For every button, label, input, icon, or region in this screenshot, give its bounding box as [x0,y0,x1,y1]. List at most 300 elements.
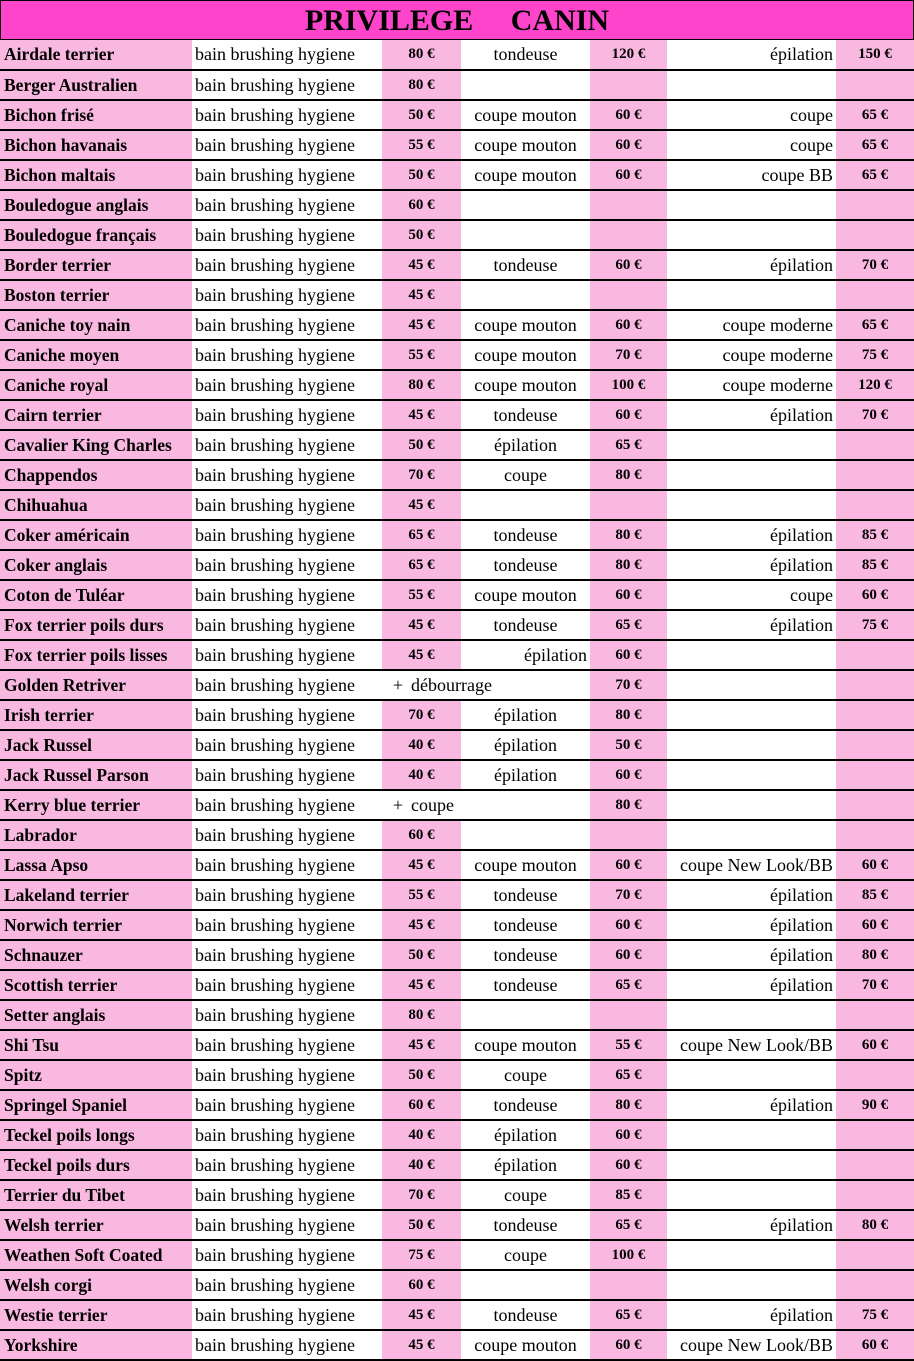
price-table [0,40,914,1361]
service-basic: bain brushing hygiene [192,70,382,100]
price-option-3 [836,1240,914,1270]
service-option-2: coupe [461,460,590,490]
service-basic: bain brushing hygiene [192,1060,382,1090]
price-option-2: 85 € [590,1180,667,1210]
service-option-3 [667,1240,836,1270]
service-option-2: tondeuse [461,520,590,550]
price-option-2: 65 € [590,1060,667,1090]
table-row [0,850,914,880]
price-option-2: 65 € [590,610,667,640]
service-basic: bain brushing hygiene [192,370,382,400]
service-option-2: tondeuse [461,1210,590,1240]
service-basic: bain brushing hygiene [192,910,382,940]
service-basic: bain brushing hygiene [192,250,382,280]
service-option-3 [667,1150,836,1180]
table-row [0,160,914,190]
service-option-2: épilation [461,640,590,670]
service-option-2: épilation [461,730,590,760]
price-option-3 [836,670,914,700]
service-basic: bain brushing hygiene [192,430,382,460]
service-option-3 [667,1000,836,1030]
service-option-3 [667,700,836,730]
breed-name: Springel Spaniel [0,1090,192,1120]
price-option-3: 60 € [836,910,914,940]
breed-name: Bichon frisé [0,100,192,130]
price-basic: 55 € [382,880,461,910]
price-option-3: 65 € [836,130,914,160]
breed-name: Cairn terrier [0,400,192,430]
breed-name: Lassa Apso [0,850,192,880]
table-row [0,640,914,670]
price-basic: 45 € [382,970,461,1000]
breed-name: Spitz [0,1060,192,1090]
price-option-2: 70 € [590,880,667,910]
table-row [0,1030,914,1060]
price-option-3: 65 € [836,160,914,190]
service-option-2: tondeuse [461,550,590,580]
service-option-3 [667,70,836,100]
breed-name: Welsh terrier [0,1210,192,1240]
breed-name: Border terrier [0,250,192,280]
price-option-2: 80 € [590,1090,667,1120]
service-option-2: tondeuse [461,910,590,940]
breed-name: Golden Retriver [0,670,192,700]
price-option-3: 85 € [836,520,914,550]
price-basic: 70 € [382,700,461,730]
service-option-3 [667,1180,836,1210]
service-option-3 [667,460,836,490]
service-basic: bain brushing hygiene [192,940,382,970]
price-option-2: 80 € [590,460,667,490]
service-option-2: tondeuse [461,400,590,430]
breed-name: Norwich terrier [0,910,192,940]
price-option-2: 60 € [590,760,667,790]
price-option-3: 70 € [836,970,914,1000]
breed-name: Coker anglais [0,550,192,580]
service-option-2: tondeuse [461,40,590,70]
service-option-2 [461,820,590,850]
table-row [0,130,914,160]
service-option-2: tondeuse [461,1300,590,1330]
price-option-3: 85 € [836,550,914,580]
price-basic: 50 € [382,160,461,190]
price-option-3: 90 € [836,1090,914,1120]
price-option-3 [836,820,914,850]
service-option-2: coupe mouton [461,340,590,370]
service-option-3: épilation [667,1210,836,1240]
price-basic: 50 € [382,1210,461,1240]
price-option-3 [836,700,914,730]
service-basic: bain brushing hygiene [192,1240,382,1270]
service-option-3 [667,790,836,820]
price-option-3 [836,70,914,100]
table-row [0,1330,914,1360]
price-option-2 [590,70,667,100]
price-option-3 [836,1060,914,1090]
price-option-3: 75 € [836,340,914,370]
table-row [0,700,914,730]
price-option-3: 60 € [836,1030,914,1060]
price-option-2 [590,280,667,310]
breed-name: Jack Russel [0,730,192,760]
price-option-3 [836,1150,914,1180]
service-option-3: épilation [667,910,836,940]
table-row [0,910,914,940]
price-option-2: 60 € [590,400,667,430]
price-basic: 60 € [382,1270,461,1300]
price-basic: 45 € [382,1030,461,1060]
service-basic: bain brushing hygiene [192,640,382,670]
price-basic: 60 € [382,1090,461,1120]
service-option-2: coupe [461,1180,590,1210]
service-option-3 [667,730,836,760]
service-option-3 [667,670,836,700]
service-basic: bain brushing hygiene [192,490,382,520]
price-basic: 50 € [382,940,461,970]
service-option-2: tondeuse [461,940,590,970]
price-option-3 [836,640,914,670]
service-option-2 [461,70,590,100]
service-option-3: épilation [667,940,836,970]
price-basic: 50 € [382,430,461,460]
service-option-2 [461,190,590,220]
service-option-3: épilation [667,550,836,580]
table-row [0,1210,914,1240]
service-option-3: coupe New Look/BB [667,1030,836,1060]
service-option-3 [667,640,836,670]
service-option-2 [461,220,590,250]
price-basic: 70 € [382,460,461,490]
price-basic: 80 € [382,1000,461,1030]
breed-name: Teckel poils durs [0,1150,192,1180]
service-option-3 [667,280,836,310]
breed-name: Bouledogue français [0,220,192,250]
service-basic: bain brushing hygiene [192,580,382,610]
service-option-3: épilation [667,250,836,280]
service-basic: bain brushing hygiene [192,880,382,910]
table-row [0,460,914,490]
table-row [0,430,914,460]
service-basic: bain brushing hygiene [192,1090,382,1120]
price-option-3: 70 € [836,250,914,280]
table-row [0,490,914,520]
service-basic: bain brushing hygiene [192,100,382,130]
breed-name: Cavalier King Charles [0,430,192,460]
service-basic: bain brushing hygiene [192,340,382,370]
service-option-3 [667,490,836,520]
table-row [0,760,914,790]
price-option-2: 65 € [590,1300,667,1330]
breed-name: Airdale terrier [0,40,192,70]
service-basic: bain brushing hygiene [192,820,382,850]
breed-name: Caniche toy nain [0,310,192,340]
price-option-2: 70 € [590,670,667,700]
price-option-2: 55 € [590,1030,667,1060]
price-basic: 65 € [382,520,461,550]
service-option-3: épilation [667,40,836,70]
service-basic: bain brushing hygiene [192,1150,382,1180]
service-option-2: coupe mouton [461,100,590,130]
price-option-2: 60 € [590,310,667,340]
price-basic: 40 € [382,730,461,760]
service-basic: bain brushing hygiene [192,1120,382,1150]
service-option-3 [667,760,836,790]
service-basic: bain brushing hygiene [192,1210,382,1240]
table-row [0,1270,914,1300]
service-option-2: épilation [461,430,590,460]
page-title: PRIVILEGE CANIN [0,0,914,40]
table-row [0,40,914,70]
service-option-2: coupe [461,1060,590,1090]
service-basic: bain brushing hygiene [192,190,382,220]
price-option-2 [590,1270,667,1300]
service-option-2: épilation [461,1150,590,1180]
breed-name: Terrier du Tibet [0,1180,192,1210]
service-basic: bain brushing hygiene [192,40,382,70]
service-basic: bain brushing hygiene [192,400,382,430]
table-row [0,880,914,910]
service-option-2 [461,280,590,310]
price-basic: 45 € [382,310,461,340]
service-option-3: épilation [667,610,836,640]
table-row [0,730,914,760]
service-option-3: épilation [667,1300,836,1330]
service-option-3 [667,820,836,850]
price-option-2: 70 € [590,340,667,370]
price-option-2: 80 € [590,700,667,730]
breed-name: Coker américain [0,520,192,550]
table-row [0,310,914,340]
price-basic: 80 € [382,370,461,400]
table-row [0,1150,914,1180]
breed-name: Coton de Tuléar [0,580,192,610]
price-basic: 55 € [382,340,461,370]
price-basic: 50 € [382,220,461,250]
price-basic: 50 € [382,1060,461,1090]
breed-name: Yorkshire [0,1330,192,1360]
table-row [0,1000,914,1030]
table-row [0,820,914,850]
breed-name: Jack Russel Parson [0,760,192,790]
price-option-3 [836,490,914,520]
table-row [0,790,914,820]
table-row [0,370,914,400]
service-basic: bain brushing hygiene [192,700,382,730]
price-basic: 45 € [382,640,461,670]
table-row [0,1180,914,1210]
service-option-2 [461,1000,590,1030]
table-row [0,190,914,220]
price-option-2: 80 € [590,520,667,550]
price-option-2: 65 € [590,970,667,1000]
table-row [0,1090,914,1120]
breed-name: Teckel poils longs [0,1120,192,1150]
price-option-3 [836,760,914,790]
price-option-3: 60 € [836,850,914,880]
service-option-2: tondeuse [461,970,590,1000]
price-option-3: 150 € [836,40,914,70]
price-basic: 55 € [382,130,461,160]
price-basic: 45 € [382,250,461,280]
service-option-3 [667,1270,836,1300]
price-option-3: 75 € [836,610,914,640]
price-basic: 80 € [382,70,461,100]
service-option-3: coupe [667,100,836,130]
service-option-2: épilation [461,760,590,790]
service-basic: bain brushing hygiene [192,1270,382,1300]
price-option-2: 100 € [590,370,667,400]
service-option-2: coupe mouton [461,310,590,340]
service-option-2: tondeuse [461,880,590,910]
service-basic: bain brushing hygiene [192,1030,382,1060]
service-option-3: coupe moderne [667,340,836,370]
price-option-2 [590,490,667,520]
table-row [0,580,914,610]
service-option-2: coupe mouton [461,1330,590,1360]
price-option-3 [836,280,914,310]
table-row [0,70,914,100]
extra-service-label: débourrage [411,674,492,695]
service-option-3 [667,220,836,250]
price-option-2: 60 € [590,100,667,130]
price-basic: 75 € [382,1240,461,1270]
breed-name: Bichon maltais [0,160,192,190]
price-option-2: 60 € [590,850,667,880]
breed-name: Weathen Soft Coated [0,1240,192,1270]
table-row [0,250,914,280]
service-option-3: épilation [667,880,836,910]
service-option-2: coupe mouton [461,850,590,880]
service-basic: bain brushing hygiene [192,610,382,640]
breed-name: Irish terrier [0,700,192,730]
price-basic: 45 € [382,1330,461,1360]
price-option-2: 100 € [590,1240,667,1270]
service-option-2: tondeuse [461,1090,590,1120]
table-row [0,400,914,430]
service-basic: bain brushing hygiene [192,730,382,760]
price-option-3 [836,1120,914,1150]
service-basic: bain brushing hygiene [192,850,382,880]
breed-name: Caniche royal [0,370,192,400]
price-option-3 [836,190,914,220]
breed-name: Schnauzer [0,940,192,970]
price-option-2 [590,820,667,850]
price-option-3: 80 € [836,1210,914,1240]
service-basic: bain brushing hygiene [192,460,382,490]
service-option-3: coupe moderne [667,370,836,400]
table-row [0,1300,914,1330]
service-extra [382,790,590,820]
price-option-2: 60 € [590,940,667,970]
service-option-3: coupe New Look/BB [667,850,836,880]
price-basic: 60 € [382,820,461,850]
service-option-3 [667,430,836,460]
price-option-3 [836,730,914,760]
service-basic: bain brushing hygiene [192,280,382,310]
service-basic: bain brushing hygiene [192,220,382,250]
table-row [0,1240,914,1270]
plus-sign: + [392,674,404,695]
service-option-2 [461,490,590,520]
price-option-3: 60 € [836,1330,914,1360]
service-option-3: coupe [667,580,836,610]
breed-name: Boston terrier [0,280,192,310]
price-option-3 [836,1000,914,1030]
price-option-2: 60 € [590,580,667,610]
service-option-3: épilation [667,400,836,430]
table-row [0,940,914,970]
price-basic: 80 € [382,40,461,70]
price-option-2 [590,190,667,220]
table-row [0,550,914,580]
service-basic: bain brushing hygiene [192,1000,382,1030]
breed-name: Setter anglais [0,1000,192,1030]
service-option-3 [667,1120,836,1150]
service-option-2: coupe mouton [461,1030,590,1060]
price-option-2: 50 € [590,730,667,760]
service-option-3: coupe moderne [667,310,836,340]
price-option-2 [590,220,667,250]
price-basic: 40 € [382,1120,461,1150]
service-option-3 [667,1060,836,1090]
price-basic: 45 € [382,1300,461,1330]
table-row [0,520,914,550]
price-option-3 [836,1180,914,1210]
table-row [0,670,914,700]
price-basic: 55 € [382,580,461,610]
breed-name: Fox terrier poils durs [0,610,192,640]
price-option-3 [836,790,914,820]
table-row [0,970,914,1000]
service-option-2: coupe mouton [461,160,590,190]
service-option-3: épilation [667,1090,836,1120]
breed-name: Welsh corgi [0,1270,192,1300]
price-option-3 [836,220,914,250]
price-option-2 [590,1000,667,1030]
price-option-3: 65 € [836,100,914,130]
service-basic: bain brushing hygiene [192,160,382,190]
price-option-2: 60 € [590,640,667,670]
price-basic: 60 € [382,190,461,220]
price-option-3 [836,430,914,460]
breed-name: Lakeland terrier [0,880,192,910]
price-basic: 40 € [382,760,461,790]
service-option-2: épilation [461,1120,590,1150]
table-row [0,340,914,370]
service-option-2: épilation [461,700,590,730]
breed-name: Westie terrier [0,1300,192,1330]
service-option-3: épilation [667,520,836,550]
table-row [0,1120,914,1150]
price-option-2: 60 € [590,1150,667,1180]
price-table-body [0,40,914,1360]
service-option-3: coupe [667,130,836,160]
breed-name: Fox terrier poils lisses [0,640,192,670]
price-option-3 [836,460,914,490]
breed-name: Caniche moyen [0,340,192,370]
price-option-2: 80 € [590,550,667,580]
service-option-2: coupe mouton [461,580,590,610]
service-basic: bain brushing hygiene [192,670,382,700]
price-option-2: 60 € [590,130,667,160]
price-option-3: 75 € [836,1300,914,1330]
price-basic: 45 € [382,280,461,310]
breed-name: Scottish terrier [0,970,192,1000]
extra-service-label: coupe [411,794,454,815]
service-option-2: coupe mouton [461,370,590,400]
price-option-2: 80 € [590,790,667,820]
table-row [0,220,914,250]
